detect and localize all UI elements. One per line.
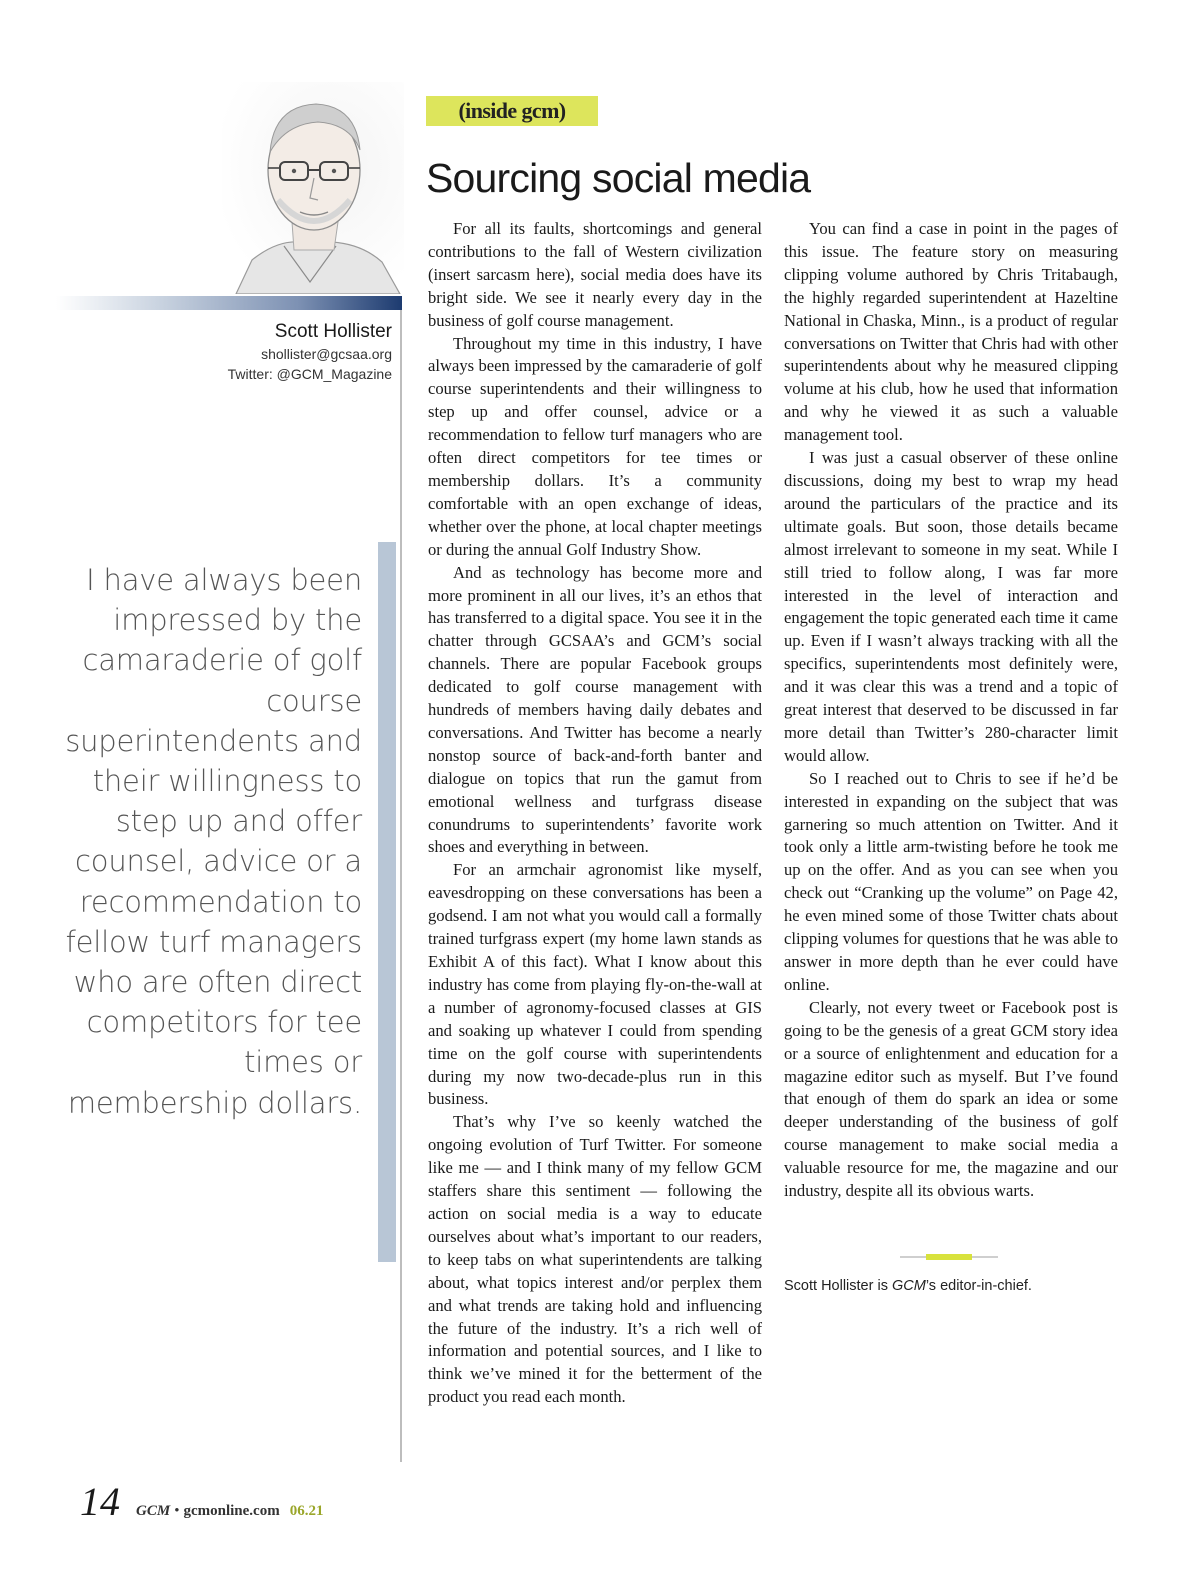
author-rule [56,296,402,310]
pull-quote: I have always been impressed by the camaraderie of golf course superintendents and their willingness to step up and offer counsel, advice or a recommendation to fellow turf managers who are often direct competitors for tee times or membership dollars. [65,563,362,1120]
section-kicker: (inside gcm) [426,96,598,126]
article-paragraph: And as technology has become more and more prominent in all our lives, it’s an ethos that has transferred to a digital space. You see it in the chatter through GCSAA’s and GCM’s social channels. There are popular Facebook groups dedicated to golf course management with hundreds of members having daily debates and conversations. And Twitter has become a nearly nonstop source of back-and-forth banter and dialogue on topics that run the gamut from emotional wellness and turfgrass disease conundrums to superintendents’ favorite work shoes and everything in between. [428,562,762,857]
author-portrait-sketch-icon [222,82,404,294]
article-headline: Sourcing social media [426,155,811,201]
article-paragraph: Throughout my time in this industry, I have always been impressed by the camaraderie of golf course superintendents and their willingness to step up and offer counsel, advice or a recommendation to fellow turf managers who are often direct competitors for tee times or membership dollars. It’s a community comfortable with an open exchange of ideas, whether over the phone, at local chapter meetings or during the annual Golf Industry Show. [428,333,762,559]
end-rule-accent [926,1254,972,1260]
article-paragraph: You can find a case in point in the pages of this issue. The feature story on measuring clipping volume authored by Chris Tritabaugh, the highly regarded superintendent at Hazeltine National in Chaska, Minn., is a product of regular conversations on Twitter that Chris had with other superintendents about why he measured clipping volume at his club, how he used that information and why he viewed it as such a valuable management tool. [784,219,1118,445]
footer-publication: GCM [136,1503,171,1519]
page-number: 14 [80,1479,120,1524]
article-column-1 [428,218,762,1409]
article-paragraph: So I reached out to Chris to see if he’d be interested in expanding on the subject that was garnering so much attention on Twitter. And it took only a little arm-twisting before he took me up on the offer. And as you can see when you check out “Cranking up the volume” on Page 42, he even mined some of those Twitter chats about clipping volumes for questions that he was able to answer in more depth than he ever could have online. [784,768,1118,994]
footer-separator: • [174,1503,180,1519]
footer-site[interactable]: gcmonline.com [183,1503,280,1519]
author-twitter[interactable]: Twitter: @GCM_Magazine [227,366,392,382]
article-paragraph: For an armchair agronomist like myself, eavesdropping on these conversations has been a godsend. I am not what you would call a formally trained turfgrass expert (my home lawn stands as Exhibit A of this fact). What I know about this industry has come from playing fly-on-the-wall at a number of agronomy-focused classes at GIS and soaking up whatever I could from spending time on the golf course with superintendents during my now two-decade-plus run in this business. [428,860,762,1109]
article-paragraph: That’s why I’ve so keenly watched the ongoing evolution of Turf Twitter. For someone like me — and I think many of my fellow GCM staffers share this sentiment — following the action on social media is a way to educate ourselves about what’s important to our readers, to keep tabs on what superintendents are talking about, what topics interest and/or perplex them and what trends are taking hold and influencing the future of the industry. It’s a rich well of information and potential sources, and I like to think we’ve mined it for the betterment of the product you read each month. [428,1112,762,1407]
column-divider [400,310,402,1462]
article-paragraph: I was just a casual observer of these online discussions, doing my best to wrap my head around the particulars of the practice and its ultimate goals. But soon, those details became almost irrelevant to someone in my seat. While I still tried to follow along, I was far more interested in the level of interaction and engagement the topic generated each time it came up. Even if I wasn’t always tracking with all the specifics, superintendents most definitely were, and it was clear this was a trend and a topic of great interest that deserved to be discussed in far more detail than Twitter’s 280-character limit would allow. [784,448,1118,765]
author-credit [228,320,392,384]
article-column-2 [784,218,1118,1203]
article-paragraph: Clearly, not every tweet or Facebook post is going to be the genesis of a great GCM story idea or a source of enlightenment and education for a magazine editor such as myself. But I’ve found that enough of them do spark an idea or some deeper understanding of the business of golf course management to make social media a valuable resource for me, the magazine and our industry, despite all its obvious warts. [784,997,1118,1201]
author-portrait [222,82,404,294]
bio-publication: GCM [891,1278,926,1294]
author-email[interactable]: shollister@gcsaa.org [261,346,392,362]
page-footer [80,1478,323,1525]
author-bio-note [784,1278,1032,1294]
bio-name: Scott Hollister is [784,1278,892,1294]
bio-role: ’s editor-in-chief. [925,1278,1032,1294]
footer-issue: 06.21 [289,1503,324,1519]
article-paragraph: For all its faults, shortcomings and general contributions to the fall of Western civilization (insert sarcasm here), social media does have its bright side. We see it nearly every day in the business of golf course management. [428,219,762,330]
pull-quote-bar [378,542,396,1262]
author-name: Scott Hollister [274,321,392,342]
